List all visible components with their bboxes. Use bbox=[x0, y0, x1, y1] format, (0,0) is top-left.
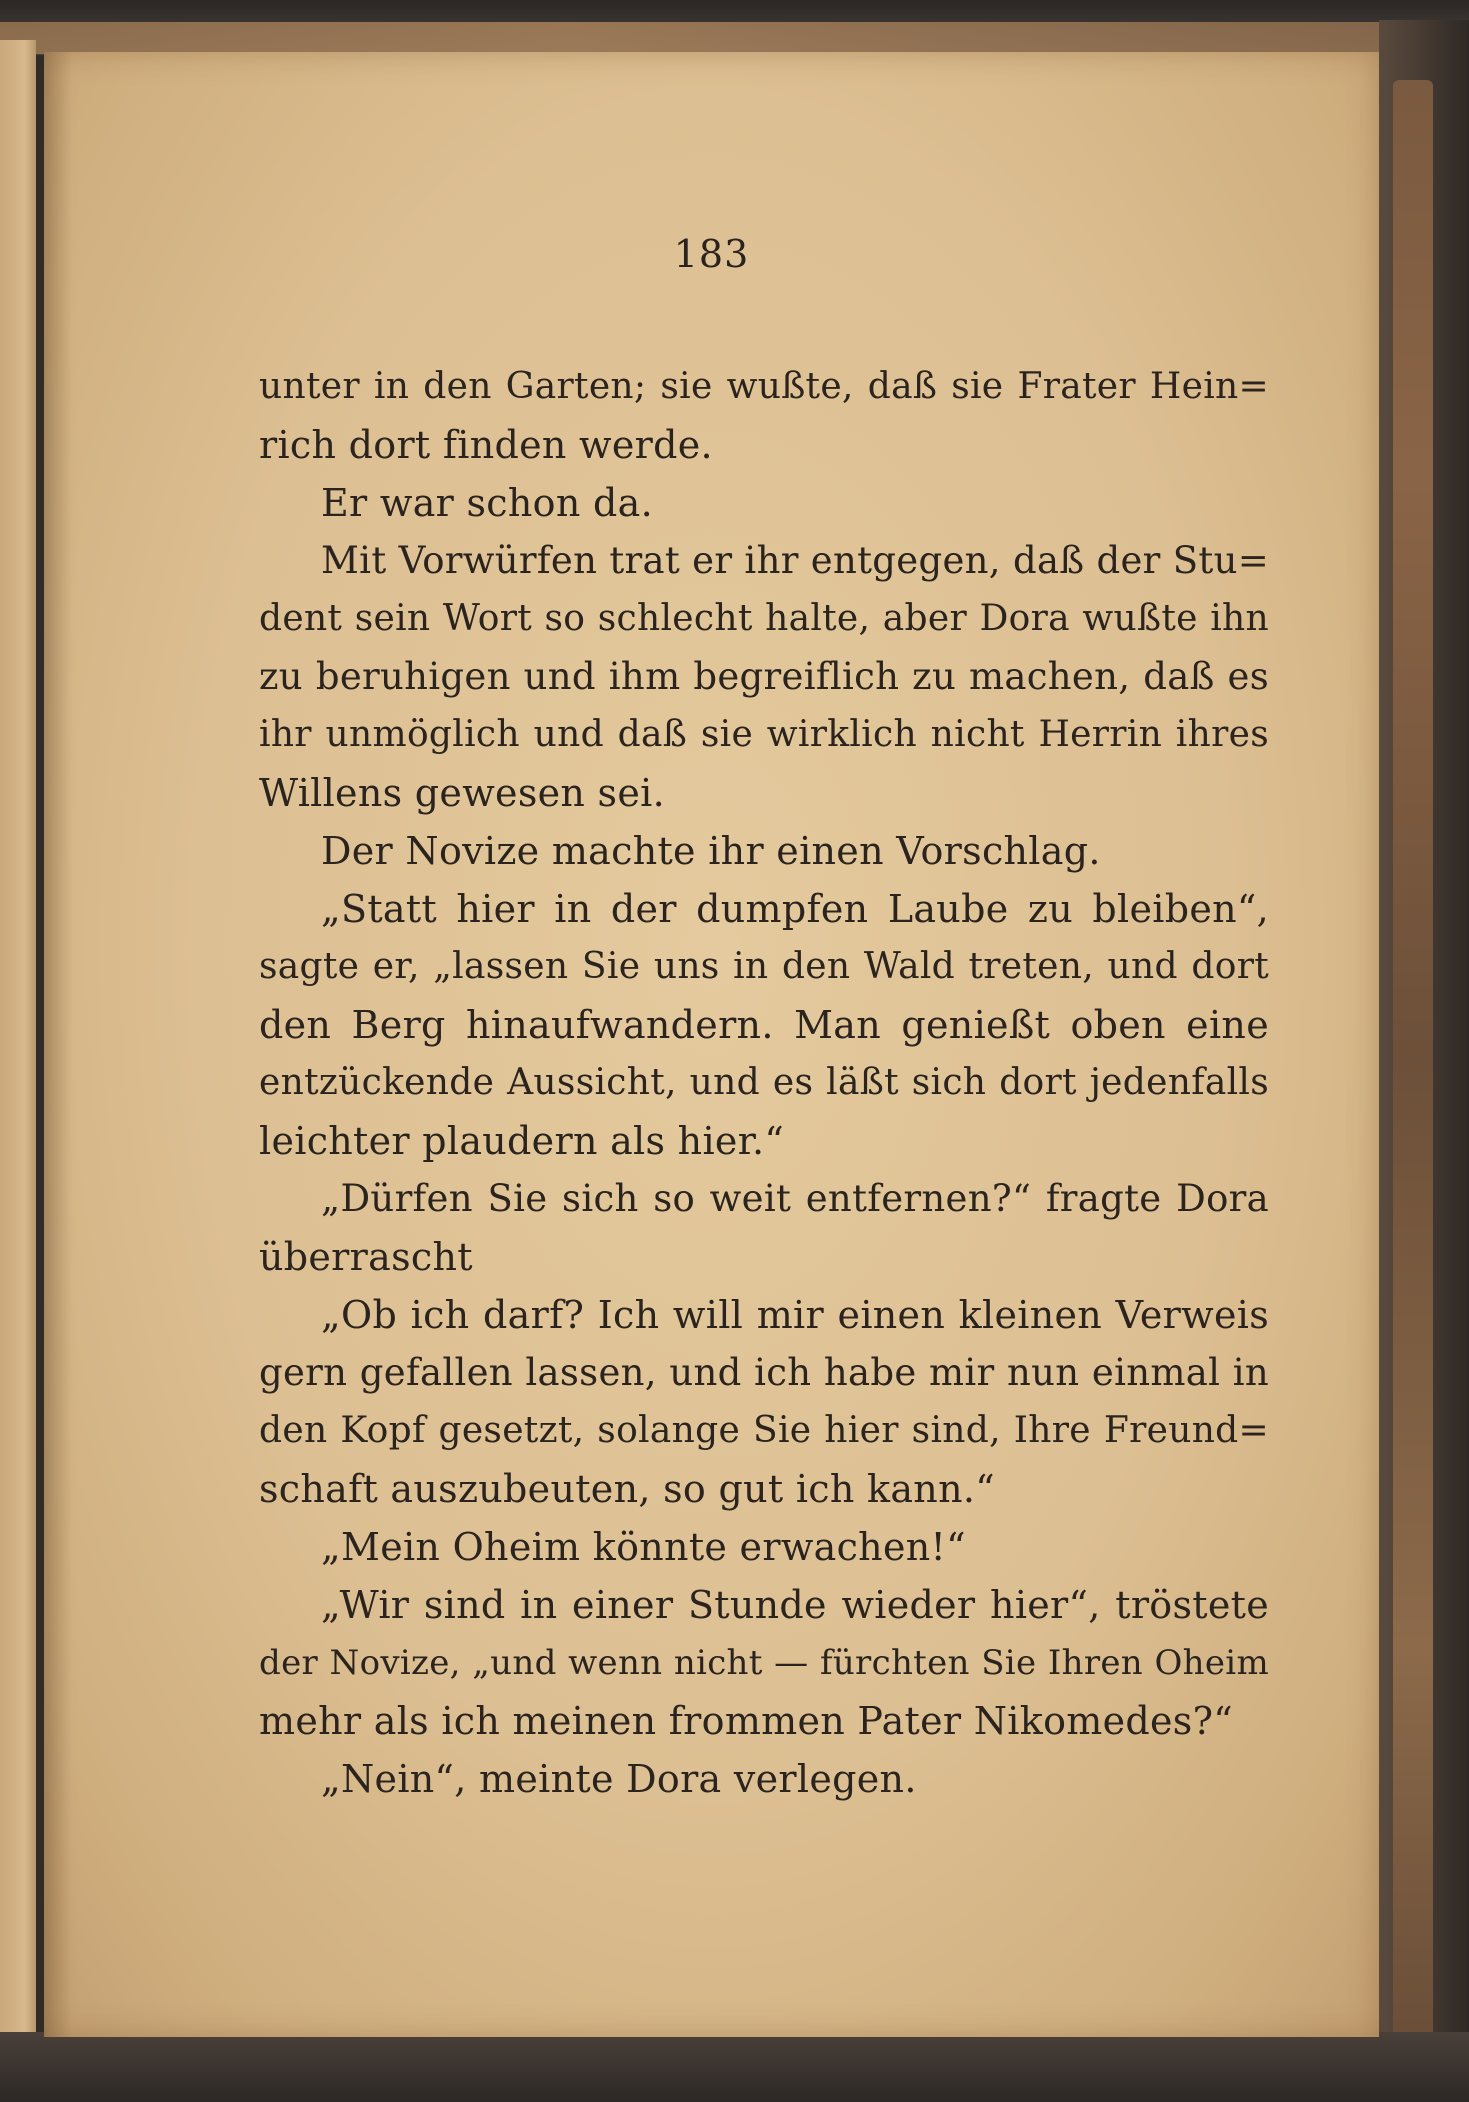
text-line: ihr unmöglich und daß sie wirklich nicht Herrin ihres bbox=[259, 714, 1269, 755]
text-line: unter in den Garten; sie wußte, daß sie Frater Hein= bbox=[259, 366, 1269, 407]
text-line: „Statt hier in der dumpfen Laube zu bleiben“, bbox=[321, 887, 1269, 931]
page-fold-shadow bbox=[44, 52, 72, 2037]
text-line: „Wir sind in einer Stunde wieder hier“, tröstete bbox=[321, 1583, 1269, 1627]
text-line: „Ob ich darf? Ich will mir einen kleinen Verweis bbox=[321, 1293, 1269, 1337]
text-line: der Novize, „und wenn nicht — fürchten Sie Ihren Oheim bbox=[259, 1643, 1269, 1683]
text-line: „Dürfen Sie sich so weit entfernen?“ fragte Dora bbox=[321, 1177, 1269, 1220]
text-line: den Kopf gesetzt, solange Sie hier sind, Ihre Freund= bbox=[259, 1410, 1269, 1451]
text-line: schaft auszubeuten, so gut ich kann.“ bbox=[259, 1467, 995, 1511]
text-line: Mit Vorwürfen trat er ihr entgegen, daß der Stu= bbox=[321, 539, 1269, 582]
left-page-edge bbox=[0, 40, 36, 2060]
text-line: entzückende Aussicht, und es läßt sich dort jedenfalls bbox=[259, 1062, 1269, 1103]
text-line: rich dort finden werde. bbox=[259, 423, 713, 467]
text-line: den Berg hinaufwandern. Man genießt oben eine bbox=[259, 1003, 1269, 1047]
text-line: sagte er, „lassen Sie uns in den Wald treten, und dort bbox=[259, 946, 1269, 987]
page-number: 183 bbox=[673, 232, 750, 276]
book-top-cover bbox=[0, 22, 1420, 54]
text-line: „Mein Oheim könnte erwachen!“ bbox=[321, 1525, 966, 1569]
book-bottom-edge bbox=[0, 2032, 1469, 2102]
text-line: leichter plaudern als hier.“ bbox=[259, 1119, 785, 1163]
leather-spine bbox=[1393, 80, 1433, 2040]
book-top-edge bbox=[0, 0, 1469, 55]
text-line: zu beruhigen und ihm begreiflich zu machen, daß es bbox=[259, 655, 1269, 698]
text-line: dent sein Wort so schlecht halte, aber Dora wußte ihn bbox=[259, 598, 1269, 639]
book-binding bbox=[1379, 20, 1469, 2080]
text-line: mehr als ich meinen frommen Pater Nikomedes?“ bbox=[259, 1699, 1233, 1743]
text-line: Der Novize machte ihr einen Vorschlag. bbox=[321, 829, 1101, 873]
page-text bbox=[259, 358, 1269, 1808]
text-line: „Nein“, meinte Dora verlegen. bbox=[321, 1757, 917, 1801]
text-line: überrascht bbox=[259, 1235, 473, 1279]
text-line: Willens gewesen sei. bbox=[259, 771, 665, 815]
text-line: gern gefallen lassen, und ich habe mir nun einmal in bbox=[259, 1351, 1269, 1394]
text-line: Er war schon da. bbox=[321, 481, 653, 525]
book-page bbox=[44, 52, 1379, 2037]
